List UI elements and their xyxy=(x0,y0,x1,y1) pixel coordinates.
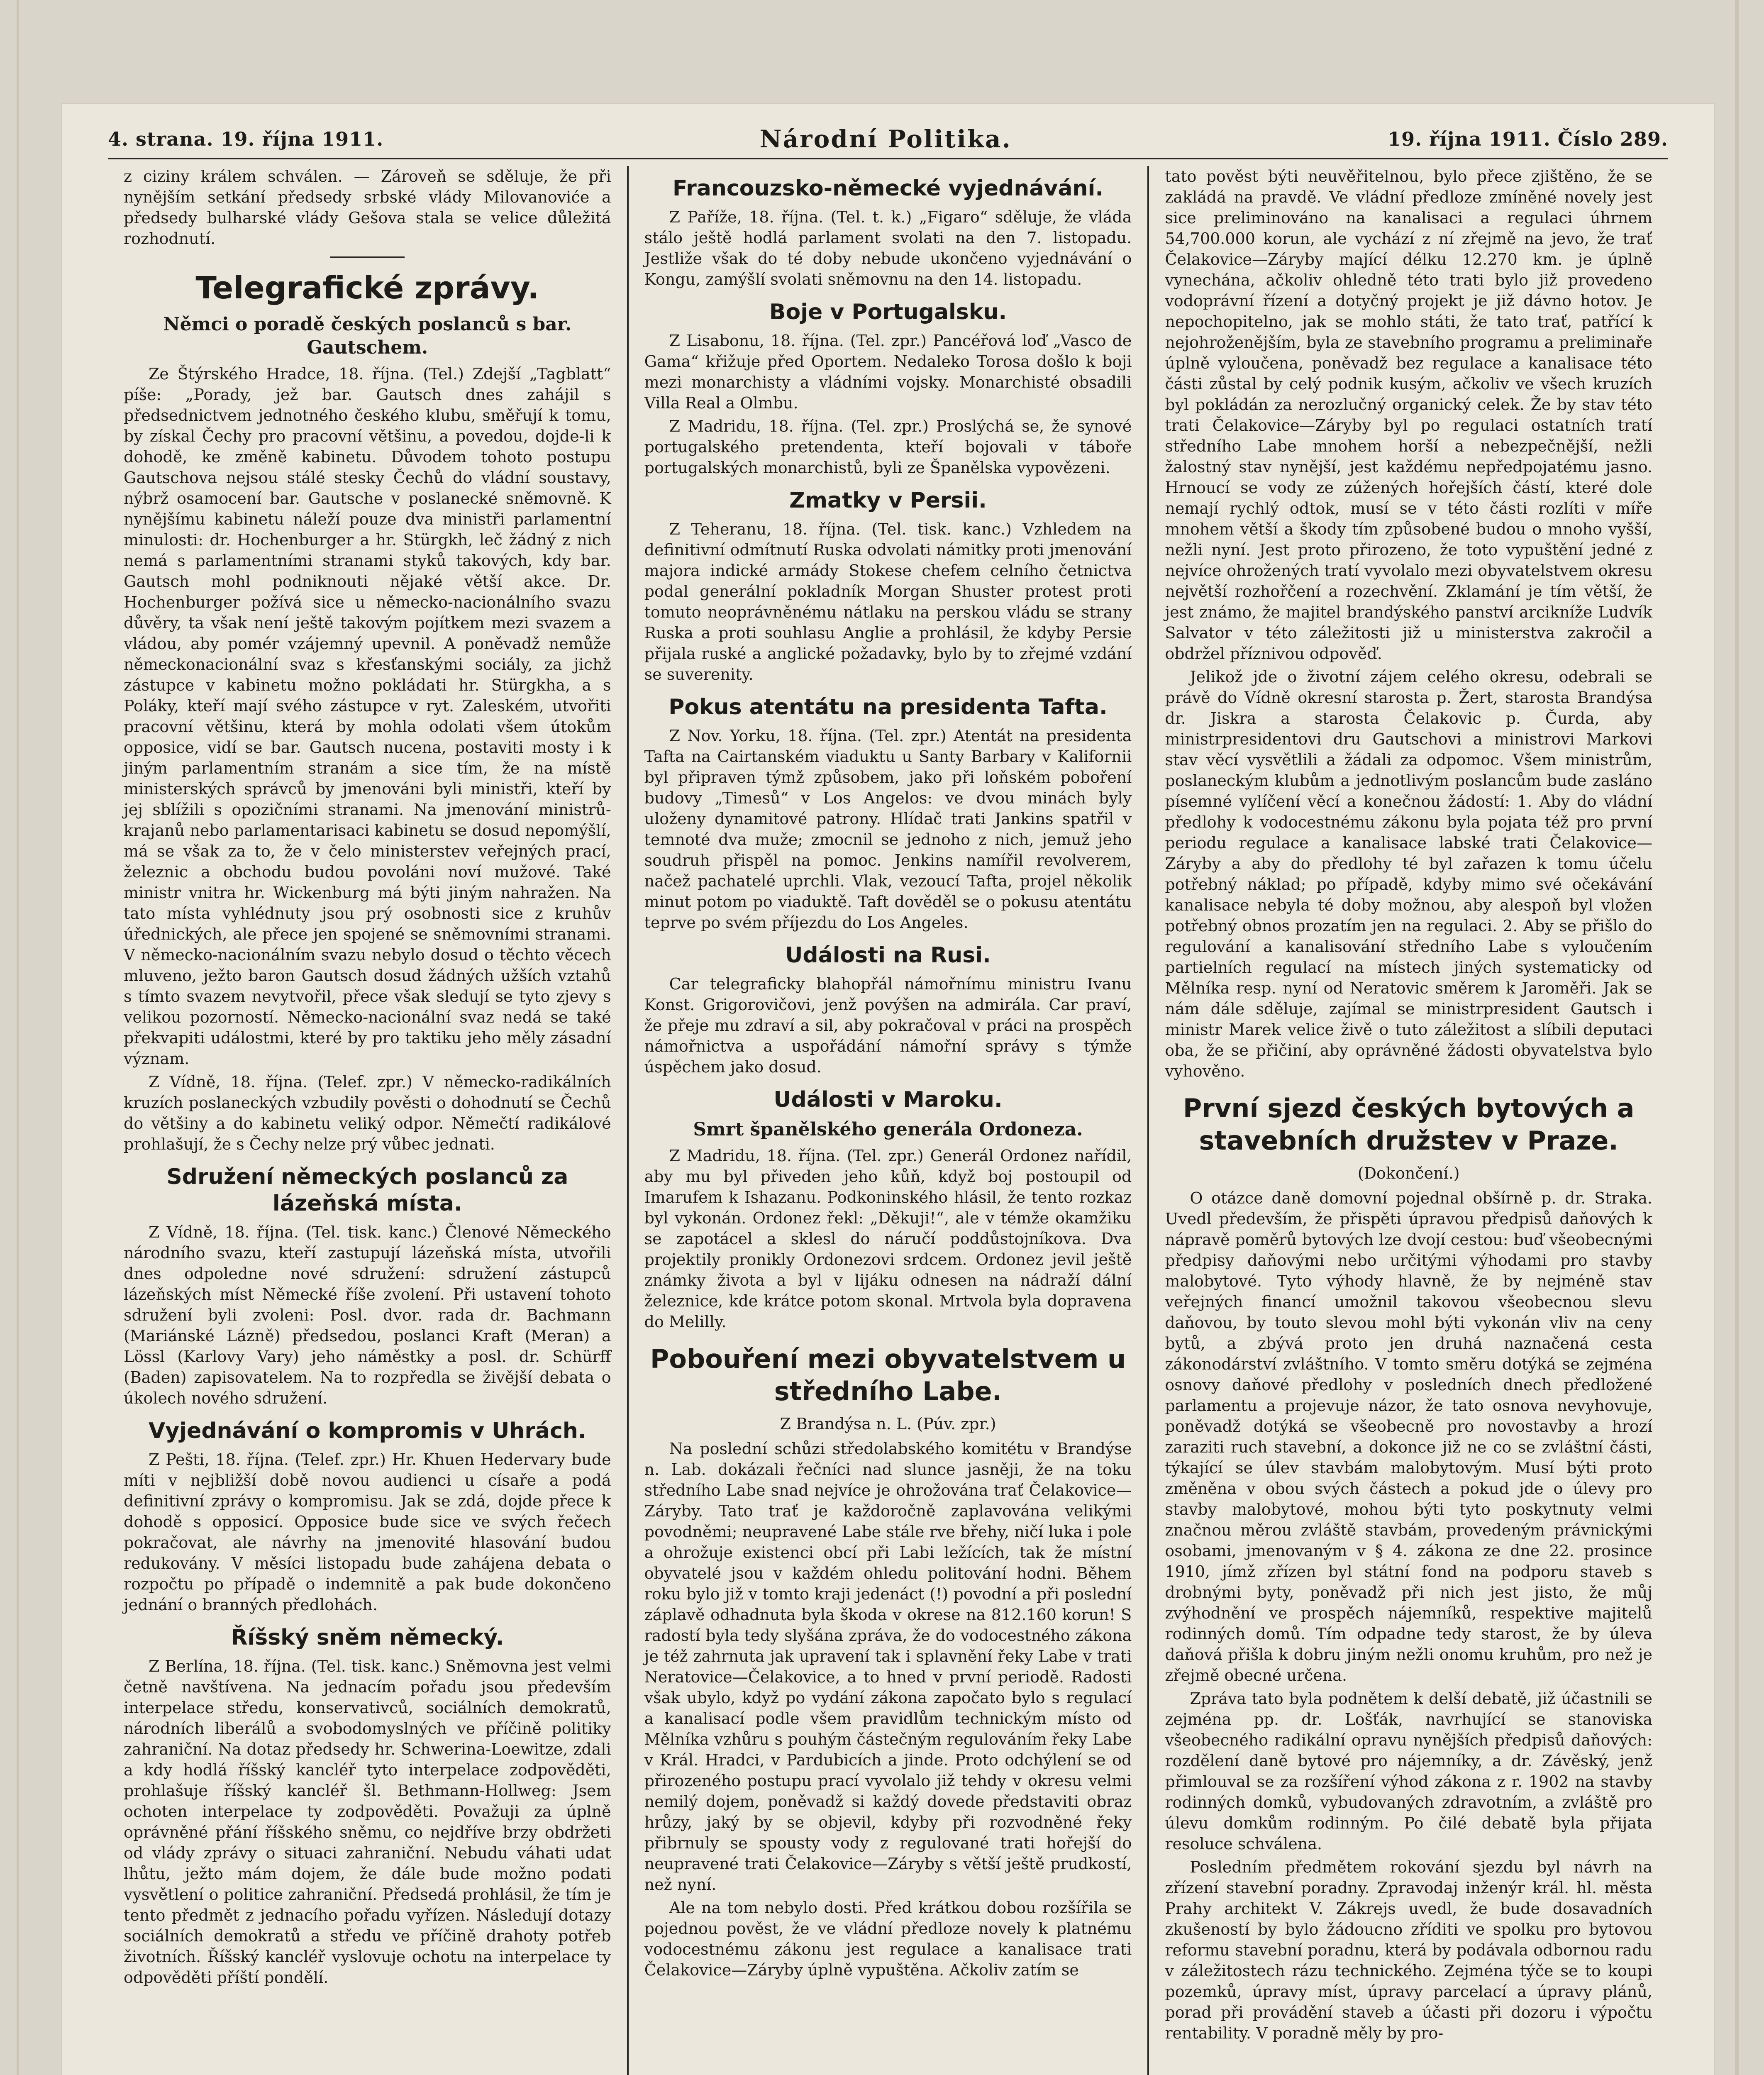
article-paragraph: Car telegraficky blahopřál námořnímu ministru Ivanu Konst. Grigorovičovi, jenž povýšen na admirála. Car praví, že přeje mu zdraví a sil, aby pokračoval v práci na prospěch námořnictva a uspořádání námořní správy s týmže úspěchem jako dosud. xyxy=(644,975,1132,1076)
article-paragraph: Z Vídně, 18. října. (Tel. tisk. kanc.) Členové Německého národního svazu, kteří zastupují lázeňská místa, utvořili dnes odpoledne nové sdružení: sdružení zástupců lázeňských míst Německé říše zvolení. Při ustavení tohoto sdružení byli zvoleni: Posl. dvor. rada dr. Bachmann (Mariánské Lázně) předsedou, poslanci Kraft (Meran) a Lössl (Karlovy Vary) jeho náměstky a posl. dr. Schürff (Baden) zapisovatelem. Na to rozpředla se živější debata o úkolech nového sdružení. xyxy=(124,1223,611,1407)
article-title-rissky: Říšský sněm německý. xyxy=(231,1625,504,1650)
article-paragraph: Ze Štýrského Hradce, 18. října. (Tel.) Zdejší „Tagblatt“ píše: „Porady, jež bar. Gautsch dnes zahájil s předsednictvem jednotného českého klubu, směřují k tomu, by získal Čechy pro pracovní většinu, a povedou, dojde-li k dohodě, ke změně kabinetu. Důvodem tohoto postupu Gautschova nejsou stálé stesky Čechů do vládní soustavy, nýbrž osamocení bar. Gautsche v poslanecké sněmovně. K nynějšímu kabinetu náleží pouze dva ministři parlamentní minulosti: dr. Hochenburger a hr. Stürgkh, leč žádný z nich nemá s parlamentními stranami styků takových, kdy bar. Gautsch mohl podniknouti nějaké větší akce. Dr. Hochenburger požívá sice u německo-nacionálního svazu důvěry, ta však není ještě takovým pojítkem mezi svazem a vládou, aby pomér vzájemný upevnil. A poněvadž nemůže německonacionální svaz s křesťanskými sociály, za jichž zástupce v kabinetu možno pokládati hr. Stürgkha, a s Poláky, kteří mají svého zástupce v ryt. Zaleském, utvořiti pracovní většinu, která by mohla odolati všem útokům opposice, vidí se bar. Gautsch nucena, postaviti mosty i k jiným parlamentním stranám a sice tím, že na místě ministerských správců by jmenováni byli ministři, kteří by jej sblížili s opozičními stranami. Na jmenování ministrů-krajanů nebo parlamentarisaci kabinetu se dosud nepomýšlí, má se však za to, že v čelo ministerstev veřejných prací, železnic a obchodu budou povoláni noví mužové. Také ministr vnitra hr. Wickenburg má býti jiným nahražen. Na tato místa vyhlédnuty jsou prý osobnosti sice z kruhův úřednických, ale přece jen spojené se sněmovními stranami. V německo-nacionálním svazu nebylo dosud o těchto věcech mluveno, ježto baron Gautsch dosud žádných užších vztahů s tímto svazem nevytvořil, přece však sledují se tyto zjevy s velikou pozorností. Německo-nacionální svaz nedá se také překvapiti událostmi, které by pro taktiku jeho měly zásadní význam. xyxy=(124,365,611,1068)
article-title-taft: Pokus atentátu na presidenta Tafta. xyxy=(669,695,1108,720)
article-title-boje: Boje v Portugalsku. xyxy=(769,300,1007,325)
scan-edge-left xyxy=(17,0,19,2075)
scan-edge-right xyxy=(1735,0,1739,2075)
article-paragraph: Na poslední schůzi středolabského komitétu v Brandýse n. Lab. dokázali řečníci nad slunce jasněji, že na toku středního Labe snad nejvíce je ohrožována trať Čelakovice—Záryby. Tato trať je každoročně zaplavována velikými povodněmi; neupravené Labe stále rve břehy, ničí luka i pole a ohrožuje existenci obcí při Labi ležících, tak že místní obyvatelé jsou v každém ohledu politování hodni. Během roku bylo již v tomto kraji jedenáct (!) povodní a při poslední záplavě odhadnuta byla škoda v okrese na 812.160 korun! S radostí byla tedy slyšána zpráva, že do vodocestného zákona je též zahrnuta jak upravení tak i splavnění řeky Labe v trati Neratovice—Čelakovice, a to hned v první periodě. Radosti však ubylo, když po vydání zákona započato bylo s regulací a kanalisací podle všem pravidlům technickým místo od Mělníka vzhůru s pouhým částečným regulováním řeky Labe v Král. Hradci, v Pardubicích a jinde. Proto odchýlení se od přirozeného postupu prací vyvolalo již tehdy v okresu velmi nemilý dojem, poněvadž si každý dovede představiti obraz hrůzy, jaký by se objevil, kdyby při rozvodněné řeky přibrnuly se spousty vody z regulované trati hořejší do neupravené trati Čelakovice—Záryby s větší ještě prudkostí, než nyní. xyxy=(644,1440,1132,1894)
article-paragraph: Z Teheranu, 18. října. (Tel. tisk. kanc.) Vzhledem na definitivní odmítnutí Ruska odvolati námitky proti jmenování majora indické armády Stokese chefem celního četnictva podal generální pokladník Morgan Shuster protest proti tomuto neoprávněnému nátlaku na perskou vládu se strany Ruska a proti souhlasu Anglie a prohlásil, že kdyby Persie přijala ruské a anglické požadavky, bylo by to zřejmé vzdání se suverenity. xyxy=(644,520,1132,684)
article-title-rusi: Události na Rusi. xyxy=(785,943,991,968)
divider xyxy=(330,256,405,258)
header-left: 4. strana. 19. října 1911. xyxy=(108,128,384,150)
article-title-maroko: Události v Maroku. xyxy=(773,1087,1003,1112)
intro-paragraph: z ciziny králem schválen. — Zároveň se sděluje, že při nynějším setkání předsedy srbské vlády Milovanoviće a předsedy bulharské vlády Gešova stala se velice důležitá rozhodnutí. xyxy=(124,167,611,248)
article-title-uhry: Vyjednávání o kompromis v Uhrách. xyxy=(149,1418,586,1443)
article-paragraph: Jelikož jde o životní zájem celého okresu, odebrali se právě do Vídně okresní starosta p. Žert, starosta Brandýsa dr. Jiskra a starosta Čelakovic p. Čurda, aby ministrpresidentovi dru Gautschovi a ministrovi Markovi stav věcí vysvětlili a žádali za odpomoc. Všem ministrům, poslaneckým klubům a jednotlivým poslancům bude zasláno písemné vylíčení věcí a konečnou žádostí: 1. Aby do vládní předlohy k vodocestnému zákonu byla pojata též pro první periodu regulace a kanalisace labské trati Čelakovice—Záryby a aby do předlohy té byl zařazen k tomu účelu potřebný náklad; po případě, kdyby mimo své očekávání kanalisace nebyla té doby možnou, aby alespoň byl vložen potřebný obnos prozatím jen na regulaci. 2. Aby se přišlo do regulování a kanalisování středního Labe s vyloučením partielních regulací na místech jiných systematicky od Mělníka resp. nyní od Neratovic směrem k Jaroměři. Jak se nám dále sděluje, zajímal se ministrpresident Gautsch i ministr Marek velice živě o tuto záležitost a slíbili deputaci oba, že se přičiní, aby oprávněné žádosti obyvatelstva bylo vyhověno. xyxy=(1165,668,1653,1080)
article-paragraph: Z Lisabonu, 18. října. (Tel. zpr.) Pancéřová loď „Vasco de Gama“ křižuje před Oportem. Nedaleko Torosa došlo k boji mezi monarchisty a vládními vojsky. Monarchisté obsadili Villa Real a Olmbu. xyxy=(644,332,1132,412)
article-title-persie: Zmatky v Persii. xyxy=(789,488,987,513)
article-dateline-labe: Z Brandýsa n. L. (Púv. zpr.) xyxy=(780,1415,996,1433)
article-subtitle-maroko: Smrt španělského generála Ordoneza. xyxy=(693,1119,1083,1140)
article-title-sjezd: První sjezd českých bytových a stavebních družstev v Praze. xyxy=(1183,1093,1635,1156)
article-paragraph: Zpráva tato byla podnětem k delší debatě, již účastnili se zejména pp. dr. Lošťák, navrhující se stanoviska všeobecného radikální opravu nynějších předpisů daňových: rozdělení daně bytové pro nájemníky, a dr. Závěský, jenž přimlouval se za rozšíření výhod zákona z r. 1902 na stavby rodinných domků, vybudovaných zdravotním, a zvláště pro úlevu domkům rodinným. Po čilé debatě byla přijata resoluce schválena. xyxy=(1165,1689,1653,1853)
header-right: 19. října 1911. Číslo 289. xyxy=(1388,128,1668,150)
article-subtitle-sjezd: (Dokončení.) xyxy=(1357,1164,1460,1182)
article-paragraph: Z Berlína, 18. října. (Tel. tisk. kanc.) Sněmovna jest velmi četně navštívena. Na jednacím pořadu jsou především interpelace středu, konservativců, sociálních demokratů, národních liberálů a svobodomyslných ve příčině politiky zahraniční. Na dotaz předsedy hr. Schwerina-Loewitze, zdali a kdy hodlá říšský kancléř tyto interpelace zodpověděti, prohlašuje říšský kancléř šl. Bethmann-Hollweg: Jsem ochoten interpelace ty zodpověděti. Považuji za úplně oprávněné přání říšského sněmu, co nejdříve brzy obdržeti od vlády zprávy o situaci zahraniční. Nebudu váhati udat lhůtu, ježto mám dojem, že dále bude možno podati vysvětlení o politice zahraniční. Předsedá prohlásil, že tím je tento předmět z jednacího pořadu vyřízen. Následují dotazy sociálních demokratů a středu ve příčině drahoty potřeb životních. Říšský kancléř vyslovuje ochotu na interpelace ty odpověděti příští pondělí. xyxy=(124,1657,611,1987)
article-paragraph: tato pověst býti neuvěřitelnou, bylo přece zjištěno, že se zakládá na pravdě. Ve vládní předloze zmíněné novely jest sice preliminováno na kanalisaci a regulaci úhrnem 54,700.000 korun, ale vychází z ní zřejmě na jevo, že trať Čelakovice—Záryby mající délku 12.270 km. je úplně vynechána, ačkoliv ohledně této trati bylo již provedeno vodoprávní řízení a dotyčný projekt je již dávno hotov. Je nepochopitelno, jak se mohlo státi, že tato trať, patřící k nejohroženějším, byla ze stavebního programu a preliminaře úplně vyloučena, poněvadž bez regulace a kanalisace této části zůstal by celý podnik kusým, ačkoliv ve všech kruzích byl pokládán za nerozlučný organický celek. Že by stav této trati Čelakovice—Záryby byl po regulaci ostatních tratí středního Labe mnohem horší a nebezpečnější, nežli žalostný stav nynější, jest každému nepředpojatému jasno. Hrnoucí se vody ze zúžených hořejších částí, které dole nemají rychlý odtok, musí se v této části rozlíti v míře mnohem větší a škody tím způsobené budou o mnoho vyšší, nežli nyní. Jest proto přirozeno, že toto vypuštění jedné z nejvíce ohrožených tratí vyvolalo mezi obyvatelstvem okresu největší rozhořčení a rozechvění. Zklamání je tím větší, že jest známo, že majitel brandýského panství arcikníže Ludvík Salvator v této záležitosti již u ministerstva zakročil a obdržel příznivou odpověď. xyxy=(1165,167,1653,663)
article-paragraph: Z Madridu, 18. října. (Tel. zpr.) Generál Ordonez nařídil, aby mu byl přiveden jeho kůň, když boj postoupil od Imarufem k Ishazanu. Podkoninského hlásil, že tento rozkaz byl vykonán. Ordonez řekl: „Děkuji!“, ale v témže okamžiku se zapotácel a sklesl do náručí poddůstojníkova. Dva projektily pronikly Ordonezovi srdcem. Ordonez jevil ještě známky života a byl v lijáku odnesen na nádraží dální železnice, kde krátce potom skonal. Mrtvola byla dopravena do Melilly. xyxy=(644,1147,1132,1331)
column-3 xyxy=(1147,166,1668,2075)
article-paragraph: O otázce daně domovní pojednal obšírně p. dr. Straka. Uvedl především, že přispěti úpravou předpisů daňových k nápravě poměrů bytových lze dvojí cestou: buď všeobecnými předpisy daňovými nebo určitými výhodami pro stavby malobytové. Tyto výhody hlavně, že by nejméně stav veřejných financí umožnil takovou všeobecnou slevu daňovou, by touto slevou mohl býti vykonán vliv na ceny bytů, a zbývá proto jen druhá naznačená cesta zákonodárství zvláštního. V tomto směru dotýká se zejména osnovy daňové předlohy v posledních dnech předložené parlamentu a projevuje názor, že tato osnova nevyhovuje, poněvadž dotýká se všeobecně pro novostavby a hrozí zaraziti ruch stavební, a dokonce již ne co se zvláštní části, týkající se úlev stavbám malobytovým. Musí býti proto změněna v obou svých částech a pokud jde o úlevy pro stavby malobytové, mohou býti tyto poskytnuty velmi značnou měrou zvláště stavbám, provedeným právnickými osobami, jmenovaným v § 4. zákona ze dne 22. prosince 1910, jímž zřízen byl státní fond na podporu staveb s drobnými byty, poněvadž při nich jest jisto, že můj zvýhodnění ve prospěch nájemníků, respektive majitelů rodinných domů. Tím odpadne tedy starost, že by úleva daňová přišla k dobru jiným nežli onomu kruhům, pro než je zřejmě obecné určena. xyxy=(1165,1189,1653,1684)
article-paragraph: Z Nov. Yorku, 18. října. (Tel. zpr.) Atentát na presidenta Tafta na Cairtanském viaduktu u Santy Barbary v Kalifornii byl připraven týmž způsobem, jako při loňském poboření budovy „Timesů“ v Los Angelos: ve dvou minách byly uloženy dynamitové patrony. Hlídač trati Jankins spatřil v temnoté dva muže; zmocnil se jednoho z nich, jemuž jeho soudruh přispěl na pomoc. Jenkins namířil revolverem, načež pachatelé uprchli. Vlak, vezoucí Tafta, projel několik minut potom po viaduktě. Taft dověděl se o pokusu atentátu teprve po svém příjezdu do Los Angeles. xyxy=(644,727,1132,932)
article-paragraph: Z Vídně, 18. října. (Telef. zpr.) V německo-radikálních kruzích poslaneckých vzbudily pověsti o dohodnutí se Čechů do většiny a do kabinetu veliký odpor. Němečtí radikálové prohlašují, že s Čechy nelze prý vůbec jednati. xyxy=(124,1073,611,1153)
article-paragraph: Z Paříže, 18. října. (Tel. t. k.) „Figaro“ sděluje, že vláda stálo ještě hodlá parlament svolati na den 7. listopadu. Jestliže však do té doby nebude ukončeno vyjednávání o Kongu, zamýšlí svolati sněmovnu na den 14. listopadu. xyxy=(644,208,1132,288)
columns xyxy=(108,166,1668,2075)
article-paragraph: Posledním předmětem rokování sjezdu byl návrh na zřízení stavební poradny. Zpravodaj inženýr král. hl. města Prahy architekt V. Zákrejs uvedl, že bude dosavadních zkušeností by bylo žádoucno zříditi ve spolku pro bytovou reformu stavební poradnu, která by podávala odbornou radu v záležitostech rázu technického. Zejména týče se to koupi pozemků, úpravy míst, úpravy parcelací a úpravy plánů, porad při provádění staveb a účasti při dozoru i výpočtu rentability. V poradně měly by pro- xyxy=(1165,1858,1653,2042)
article-title-sdruzeni: Sdružení německých poslanců za lázeňská místa. xyxy=(166,1164,568,1216)
article-title-nemci: Němci o poradě českých poslanců s bar. Gautschem. xyxy=(163,314,572,358)
article-paragraph: Z Madridu, 18. října. (Tel. zpr.) Proslýchá se, že synové portugalského pretendenta, kteří bojovali v táboře portugalských monarchistů, byli ze Španělska vypovězeni. xyxy=(644,417,1132,477)
column-2 xyxy=(627,166,1148,2075)
section-title-telegraf: Telegrafické zprávy. xyxy=(195,270,539,306)
article-paragraph: Ale na tom nebylo dosti. Před krátkou dobou rozšířila se pojednou pověst, že ve vládní předloze novely k platnému vodocestnému zákonu jest regulace a kanalisace trati Čelakovice—Záryby úplně vypuštěna. Ačkoliv zatím se xyxy=(644,1899,1132,1979)
article-title-francie: Francouzsko-německé vyjednávání. xyxy=(672,176,1104,201)
column-1 xyxy=(108,166,627,2075)
page-header xyxy=(108,120,1668,159)
article-paragraph: Z Pešti, 18. října. (Telef. zpr.) Hr. Khuen Hedervary bude míti v nejbližší době novou audienci u císaře a podá definitivní zprávy o kompromisu. Jak se zdá, dojde přece k dohodě s opposicí. Opposice bude sice ve svých řečech pokračovat, ale návrhy na jmenovité hlasování budou redukovány. V měsíci listopadu bude zahájena debata o rozpočtu po případě o indemnitě a pak bude dokončeno jednání o branných předlohách. xyxy=(124,1450,611,1614)
masthead: Národní Politika. xyxy=(759,125,1012,153)
newspaper-page xyxy=(62,104,1714,2075)
article-title-labe: Pobouření mezi obyvatelstvem u středního Labe. xyxy=(650,1344,1126,1406)
